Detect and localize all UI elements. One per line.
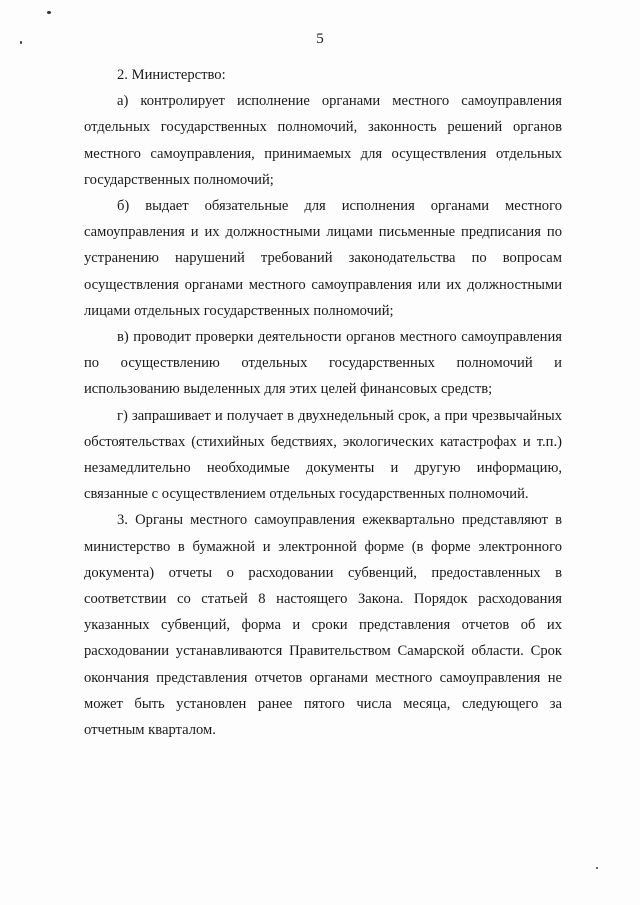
scan-speck xyxy=(596,867,598,869)
scan-speck xyxy=(47,11,51,14)
page-number: 5 xyxy=(316,31,324,47)
paragraph-item-a: а) контролирует исполнение органами местного самоуправления отдельных государственных полномочий, законность решений органов местного самоуправления, принимаемых для осуществления отдельных государственных полномочий; xyxy=(84,93,562,188)
paragraph-item-v: в) проводит проверки деятельности органов местного самоуправления по осуществлению отдельных государственных полномочий и использованию выделенных для этих целей финансовых средств; xyxy=(84,329,562,398)
paragraph-ministry-heading: 2. Министерство: xyxy=(117,67,226,83)
paragraph-item-g: г) запрашивает и получает в двухнедельный срок, а при чрезвычайных обстоятельствах (стихийных бедствиях, экологических катастрофах и т.п.) незамедлительно необходимые документы и другую информацию, связанные с осуществлением отдельных государственных полномочий. xyxy=(84,407,562,503)
document-body xyxy=(84,62,562,743)
paragraph-item-b: б) выдает обязательные для исполнения органами местного самоуправления и их должностными лицами письменные предписания по устранению нарушений требований законодательства по вопросам осуществления органами местного самоуправления или их должностными лицами отдельных государственных полномочий; xyxy=(84,198,562,319)
paragraph-section-3: 3. Органы местного самоуправления ежеквартально представляют в министерство в бумажной и электронной форме (в форме электронного документа) отчеты о расходовании субвенций, предоставленных в соответствии со статьей 8 настоящего Закона. Порядок расходования указанных субвенций, форма и сроки представления отчетов об их расходовании устанавливаются Правительством Самарской области. Срок окончания представления отчетов органами местного самоуправления не может быть установлен ранее пятого числа месяца, следующего за отчетным кварталом. xyxy=(84,512,562,739)
